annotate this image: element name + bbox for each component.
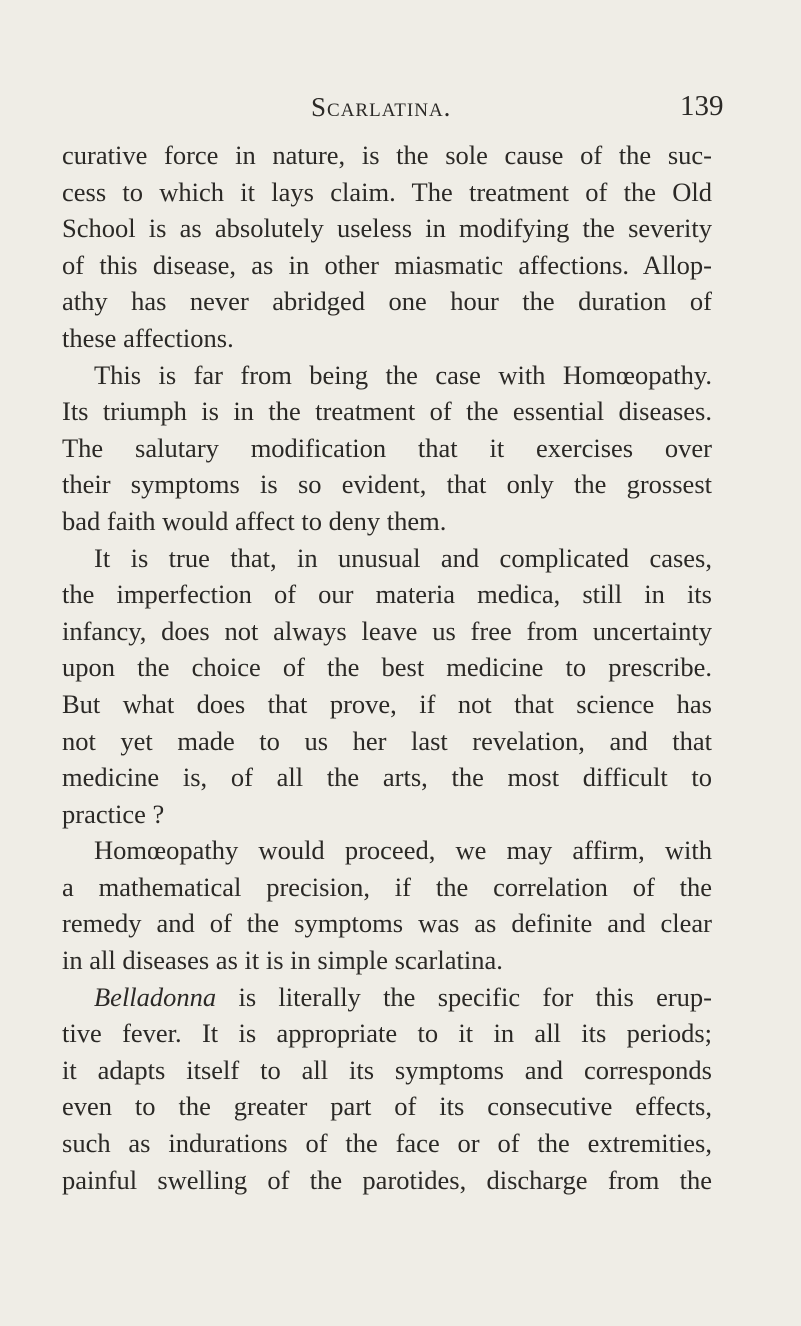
text-line: The salutary modification that it exercises over <box>62 432 712 463</box>
text-line: their symptoms is so evident, that only the grossest <box>62 469 712 500</box>
text-line: of this disease, as in other miasmatic affections. Allop- <box>62 249 712 280</box>
text-line: athy has never abridged one hour the duration of <box>62 286 712 317</box>
text-line: it adapts itself to all its symptoms and corresponds <box>62 1054 712 1085</box>
text-line: these affections. <box>62 322 234 353</box>
text-line: This is far from being the case with Homœopathy. <box>94 359 712 390</box>
text-line <box>62 979 712 1016</box>
text-line: remedy and of the symptoms was as definite and clear <box>62 908 712 939</box>
text-line: not yet made to us her last revelation, and that <box>62 725 712 756</box>
text-line: such as indurations of the face or of the extremities, <box>62 1128 712 1159</box>
text-line: cess to which it lays claim. The treatment of the Old <box>62 176 712 207</box>
text-line: a mathematical precision, if the correlation of the <box>62 871 712 902</box>
text-line: practice ? <box>62 798 165 829</box>
text-line: in all diseases as it is in simple scarlatina. <box>62 945 503 976</box>
text-line: the imperfection of our materia medica, still in its <box>62 579 712 610</box>
text-line: It is true that, in unusual and complicated cases, <box>94 542 712 573</box>
text-line: tive fever. It is appropriate to it in all its periods; <box>62 1018 712 1049</box>
text-line: medicine is, of all the arts, the most difficult to <box>62 762 712 793</box>
text-line: even to the greater part of its consecutive effects, <box>62 1091 712 1122</box>
text-line: painful swelling of the parotides, discharge from the <box>62 1164 712 1195</box>
text-line: infancy, does not always leave us free from uncertainty <box>62 615 712 646</box>
text-line: But what does that prove, if not that science has <box>62 688 712 719</box>
body-text <box>62 137 712 1198</box>
text-line: bad faith would affect to deny them. <box>62 505 447 536</box>
text-line: Homœopathy would proceed, we may affirm, with <box>94 835 712 866</box>
belladonna-italic: Belladonna <box>94 981 217 1012</box>
text-line: upon the choice of the best medicine to prescribe. <box>62 652 712 683</box>
page-number: 139 <box>680 90 724 122</box>
belladonna-line-rest: is literally the specific for this erup- <box>216 981 712 1012</box>
text-line: curative force in nature, is the sole cause of the suc- <box>62 140 712 170</box>
running-head: Scarlatina. <box>311 92 452 122</box>
text-line: Its triumph is in the treatment of the essential diseases. <box>62 396 712 427</box>
text-line: School is as absolutely useless in modifying the severity <box>62 213 712 244</box>
